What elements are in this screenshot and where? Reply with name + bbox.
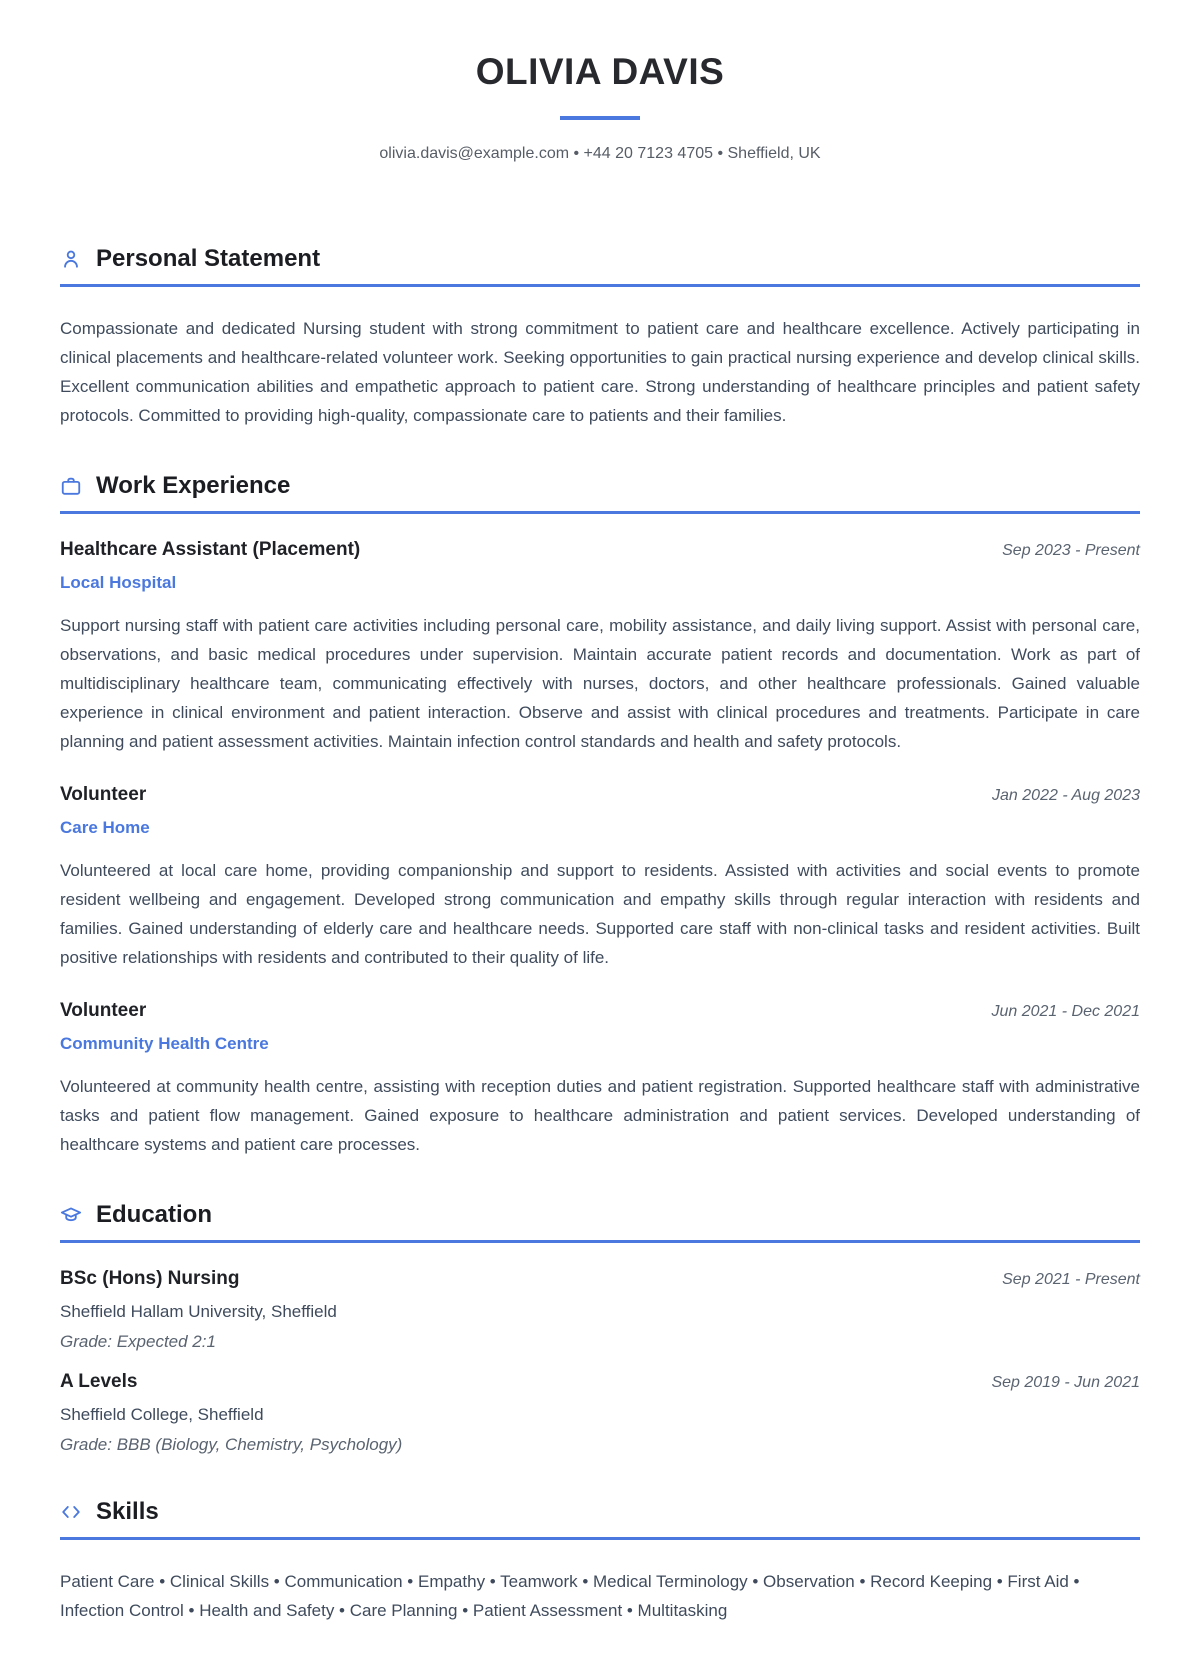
work-entry — [60, 538, 1140, 756]
job-description: Volunteered at local care home, providing companionship and support to residents. Assisted with activities and social events to promote resident wellbeing and engagement. Developed strong communication and empathy skills through regular interaction with residents and families. Gained understanding of elderly care and healthcare needs. Supported care staff with non-clinical tasks and resident activities. Built positive relationships with residents and contributed to their quality of life. — [60, 860, 1140, 967]
grade-text: Grade: BBB (Biology, Chemistry, Psychology) — [60, 1434, 403, 1454]
job-title: Healthcare Assistant (Placement) — [60, 538, 361, 560]
company-name: Local Hospital — [60, 572, 177, 592]
section-header — [60, 1498, 1140, 1526]
job-title: Volunteer — [60, 783, 147, 805]
degree-title: BSc (Hons) Nursing — [60, 1267, 240, 1289]
education-entry-header — [60, 1370, 1140, 1393]
institution-name: Sheffield Hallam University, Sheffield — [60, 1301, 337, 1321]
person-icon — [60, 248, 82, 270]
section-work-experience — [60, 472, 1140, 1159]
job-description: Volunteered at community health centre, assisting with reception duties and patient registration. Supported healthcare staff with administrative tasks and patient flow management. Gained exposure to healthcare administration and patient services. Developed understanding of healthcare systems and patient care processes. — [60, 1076, 1140, 1154]
degree-title: A Levels — [60, 1370, 138, 1392]
section-divider — [60, 1240, 1140, 1243]
section-header — [60, 1201, 1140, 1229]
skills-list: Patient Care • Clinical Skills • Communication • Empathy • Teamwork • Medical Terminology • Observation • Record Keeping • First Aid • Infection Control • Health and Safety • Care Planning • Patient Assessment • Multitasking — [60, 1571, 1080, 1620]
work-entry-header — [60, 999, 1140, 1022]
company-name: Community Health Centre — [60, 1033, 269, 1053]
company-name: Care Home — [60, 817, 150, 837]
education-entry — [60, 1370, 1140, 1456]
briefcase-icon — [60, 475, 82, 497]
education-entry-header — [60, 1267, 1140, 1290]
section-divider — [60, 1537, 1140, 1540]
education-dates: Sep 2019 - Jun 2021 — [991, 1373, 1140, 1391]
job-dates: Jan 2022 - Aug 2023 — [992, 786, 1140, 804]
grade-text: Grade: Expected 2:1 — [60, 1331, 216, 1351]
personal-statement-text: Compassionate and dedicated Nursing student with strong commitment to patient care and healthcare excellence. Actively participating in clinical placements and healthcare-related volunteer work. Seeking opportunities to gain practical nursing experience and develop clinical skills. Excellent communication abilities and empathetic approach to patient care. Strong understanding of healthcare principles and patient safety protocols. Committed to providing high-quality, compassionate care to patients and their families. — [60, 318, 1140, 425]
job-dates: Jun 2021 - Dec 2021 — [991, 1002, 1140, 1020]
job-title: Volunteer — [60, 999, 147, 1021]
section-skills — [60, 1498, 1140, 1625]
section-header — [60, 245, 1140, 273]
section-title: Personal Statement — [96, 244, 321, 272]
name-underline — [560, 116, 640, 120]
section-title: Education — [96, 1200, 213, 1228]
contact-line: olivia.davis@example.com • +44 20 7123 4705 • Sheffield, UK — [379, 144, 821, 162]
section-title: Skills — [96, 1497, 159, 1525]
work-entry-header — [60, 783, 1140, 806]
graduation-cap-icon — [60, 1204, 82, 1226]
person-name: OLIVIA DAVIS — [475, 51, 725, 92]
resume-header — [60, 52, 1140, 163]
code-icon — [60, 1501, 82, 1523]
education-entry — [60, 1267, 1140, 1353]
job-description: Support nursing staff with patient care activities including personal care, mobility assistance, and daily living support. Assist with personal care, observations, and basic medical procedures under supervision. Maintain accurate patient records and documentation. Work as part of multidisciplinary healthcare team, communicating effectively with nurses, doctors, and other healthcare professionals. Gained valuable experience in clinical environment and patient interaction. Observe and assist with clinical procedures and treatments. Participate in care planning and patient assessment activities. Maintain infection control standards and health and safety protocols. — [60, 615, 1140, 751]
education-dates: Sep 2021 - Present — [1002, 1270, 1140, 1288]
work-entry — [60, 783, 1140, 972]
section-education — [60, 1201, 1140, 1456]
job-dates: Sep 2023 - Present — [1002, 541, 1140, 559]
institution-name: Sheffield College, Sheffield — [60, 1404, 264, 1424]
section-personal-statement — [60, 245, 1140, 430]
section-divider — [60, 511, 1140, 514]
work-entry-header — [60, 538, 1140, 561]
work-entry — [60, 999, 1140, 1159]
section-divider — [60, 284, 1140, 287]
section-header — [60, 472, 1140, 500]
section-title: Work Experience — [96, 471, 291, 499]
